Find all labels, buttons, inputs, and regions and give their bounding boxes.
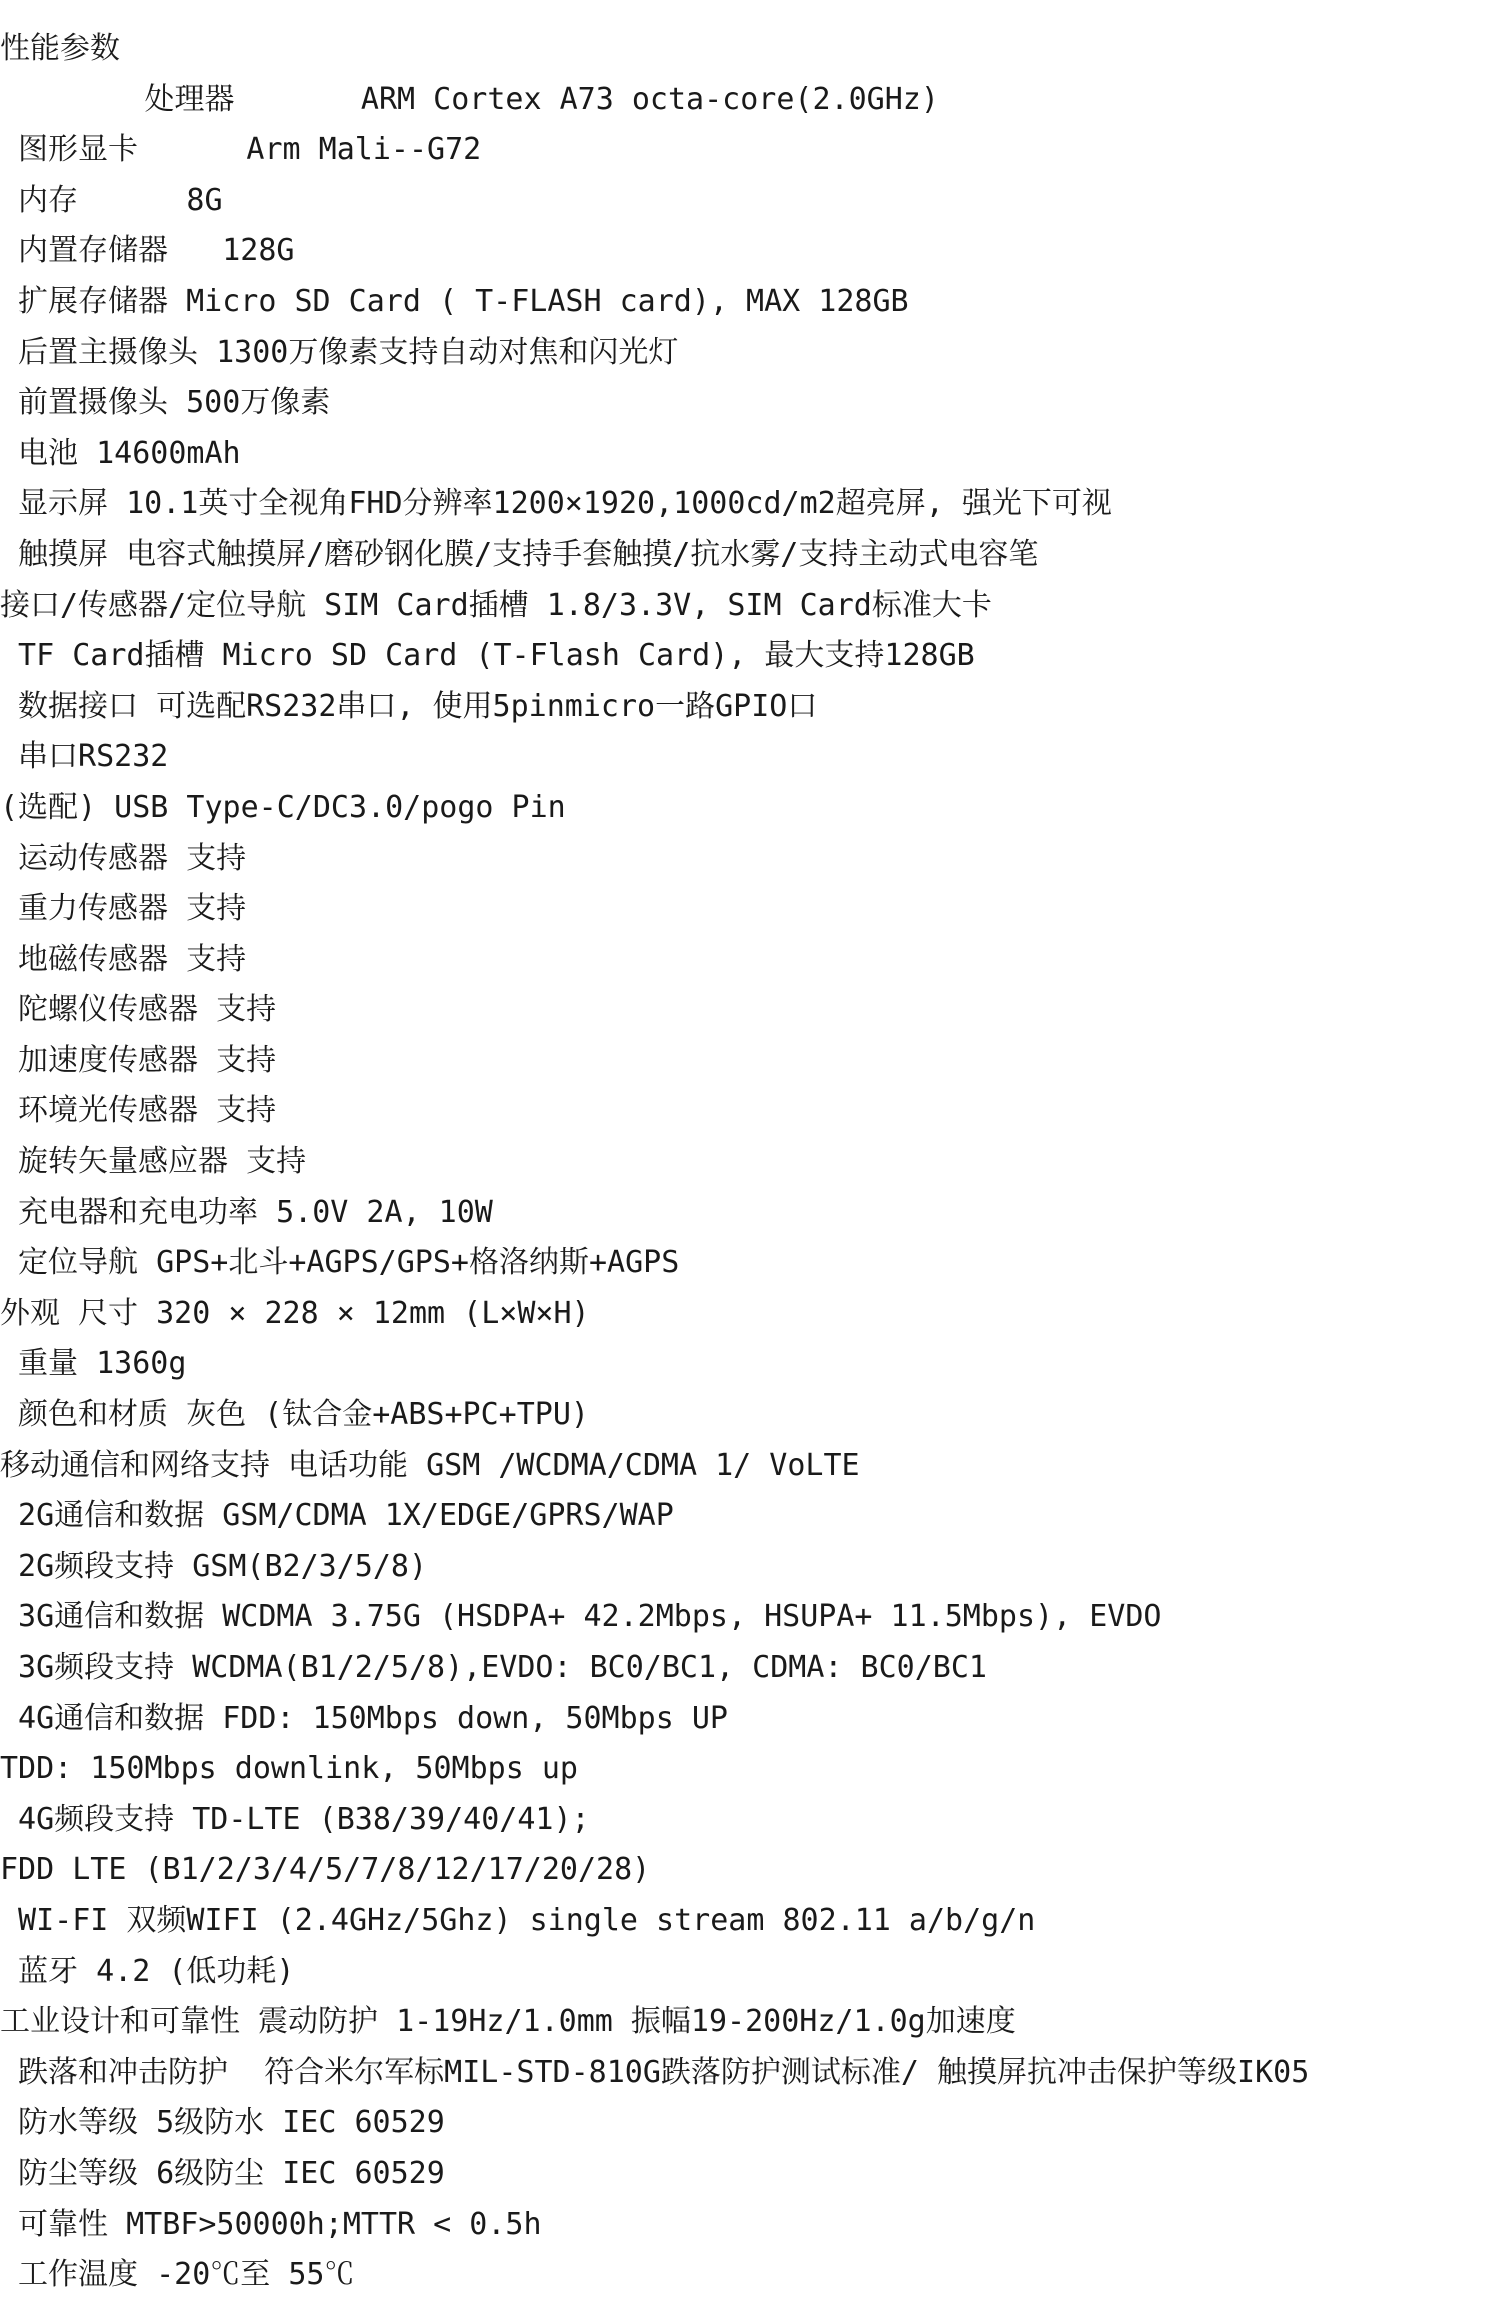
spec-line-3g-bands: 3G频段支持 WCDMA(B1/2/5/8),EVDO: BC0/BC1, CDMA: BC0/BC1 xyxy=(0,1650,987,1685)
spec-line-operating-temperature: 工作温度 -20℃至 55℃ xyxy=(0,2257,355,2293)
spec-line-accelerometer: 加速度传感器 支持 xyxy=(0,1042,277,1078)
section-heading-industrial-design: 工业设计和可靠性 震动防护 1-19Hz/1.0mm 振幅19-200Hz/1.0g加速度 xyxy=(0,2004,1016,2040)
spec-line-battery: 电池 14600mAh xyxy=(0,435,241,471)
spec-line-dustproof: 防尘等级 6级防尘 IEC 60529 xyxy=(0,2155,445,2191)
spec-line-serial-port: 串口RS232 xyxy=(0,739,169,775)
spec-line-fdd-lte: FDD LTE (B1/2/3/4/5/7/8/12/17/20/28) xyxy=(0,1852,651,1888)
spec-line-display: 显示屏 10.1英寸全视角FHD分辨率1200×1920,1000cd/m2超亮屏, 强光下可视 xyxy=(0,486,1112,522)
spec-line-drop-protection: 跌落和冲击防护 符合米尔军标MIL-STD-810G跌落防护测试标准/ 触摸屏抗冲击保护等级IK05 xyxy=(0,2054,1310,2090)
spec-line-2g-bands: 2G频段支持 GSM(B2/3/5/8) xyxy=(0,1548,428,1584)
spec-line-data-interface: 数据接口 可选配RS232串口, 使用5pinmicro一路GPIO口 xyxy=(0,688,818,724)
spec-line-motion-sensor: 运动传感器 支持 xyxy=(0,840,247,876)
spec-line-expandable-storage: 扩展存储器 Micro SD Card ( T-FLASH card), MAX 128GB xyxy=(0,283,909,319)
spec-line-gyroscope: 陀螺仪传感器 支持 xyxy=(0,992,277,1028)
spec-line-wifi: WI-FI 双频WIFI (2.4GHz/5Ghz) single stream 802.11 a/b/g/n xyxy=(0,1902,1036,1938)
section-heading-mobile-network: 移动通信和网络支持 电话功能 GSM /WCDMA/CDMA 1/ VoLTE xyxy=(0,1447,860,1483)
section-heading-performance: 性能参数 xyxy=(0,31,120,66)
section-heading-appearance: 外观 尺寸 320 × 228 × 12mm (L×W×H) xyxy=(0,1295,590,1331)
spec-line-rear-camera: 后置主摄像头 1300万像素支持自动对焦和闪光灯 xyxy=(0,334,679,370)
spec-line-memory: 内存 8G xyxy=(0,182,223,218)
spec-line-positioning: 定位导航 GPS+北斗+AGPS/GPS+格洛纳斯+AGPS xyxy=(0,1245,680,1281)
spec-line-4g-data: 4G通信和数据 FDD: 150Mbps down, 50Mbps UP xyxy=(0,1700,728,1736)
spec-line-color-material: 颜色和材质 灰色 (钛合金+ABS+PC+TPU) xyxy=(0,1397,589,1433)
spec-line-gpu: 图形显卡 Arm Mali--G72 xyxy=(0,132,482,168)
spec-line-tdd: TDD: 150Mbps downlink, 50Mbps up xyxy=(0,1751,578,1787)
spec-line-tf-card: TF Card插槽 Micro SD Card (T-Flash Card), 最大支持128GB xyxy=(0,638,975,674)
spec-document xyxy=(0,24,1500,2301)
spec-line-processor: 处理器 ARM Cortex A73 octa-core(2.0GHz) xyxy=(0,81,939,117)
spec-line-2g-data: 2G通信和数据 GSM/CDMA 1X/EDGE/GPRS/WAP xyxy=(0,1498,674,1534)
spec-line-optional-ports: (选配) USB Type-C/DC3.0/pogo Pin xyxy=(0,789,566,825)
spec-line-charger: 充电器和充电功率 5.0V 2A, 10W xyxy=(0,1194,493,1230)
spec-line-reliability: 可靠性 MTBF>50000h;MTTR < 0.5h xyxy=(0,2206,542,2242)
section-heading-interfaces: 接口/传感器/定位导航 SIM Card插槽 1.8/3.3V, SIM Card标准大卡 xyxy=(0,587,992,623)
spec-line-touchscreen: 触摸屏 电容式触摸屏/磨砂钢化膜/支持手套触摸/抗水雾/支持主动式电容笔 xyxy=(0,536,1039,572)
spec-line-ambient-light-sensor: 环境光传感器 支持 xyxy=(0,1093,277,1129)
spec-line-geomagnetic-sensor: 地磁传感器 支持 xyxy=(0,941,247,977)
spec-line-gravity-sensor: 重力传感器 支持 xyxy=(0,891,247,927)
spec-line-weight: 重量 1360g xyxy=(0,1346,187,1382)
spec-line-rotation-vector-sensor: 旋转矢量感应器 支持 xyxy=(0,1144,307,1180)
spec-line-bluetooth: 蓝牙 4.2 (低功耗) xyxy=(0,1953,295,1989)
spec-line-4g-bands: 4G频段支持 TD-LTE (B38/39/40/41); xyxy=(0,1801,590,1837)
spec-line-front-camera: 前置摄像头 500万像素 xyxy=(0,385,331,421)
spec-line-internal-storage: 内置存储器 128G xyxy=(0,233,295,269)
spec-line-waterproof: 防水等级 5级防水 IEC 60529 xyxy=(0,2105,445,2141)
spec-line-3g-data: 3G通信和数据 WCDMA 3.75G (HSDPA+ 42.2Mbps, HSUPA+ 11.5Mbps), EVDO xyxy=(0,1599,1162,1635)
